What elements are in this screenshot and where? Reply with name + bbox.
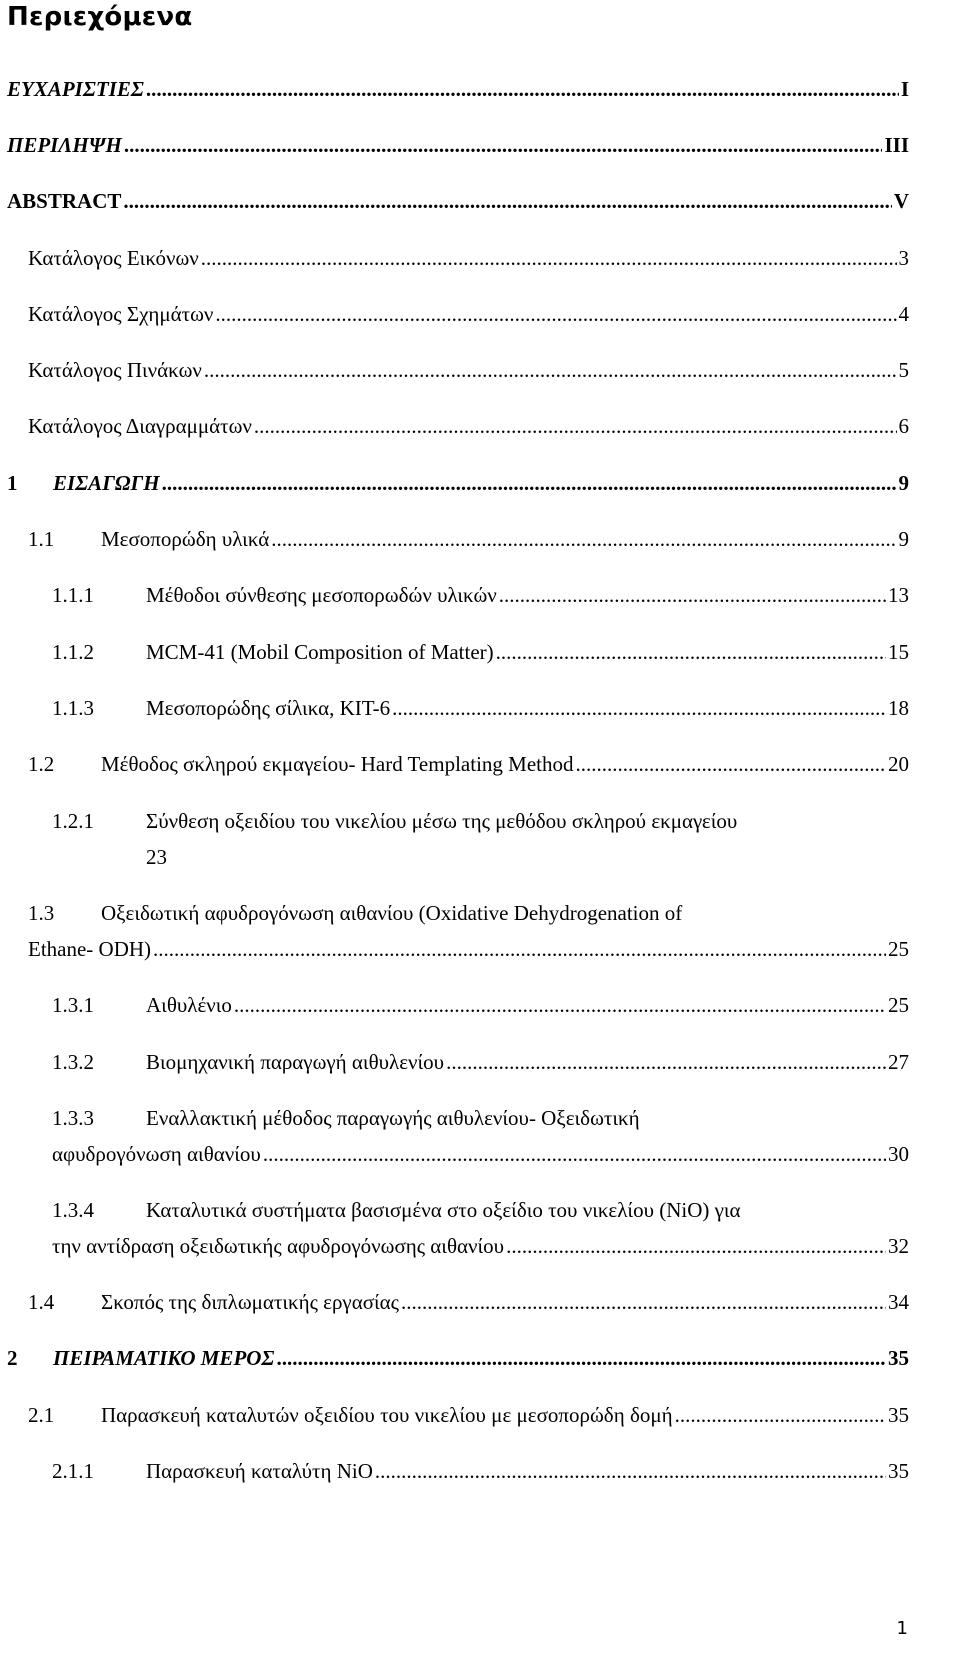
toc-heading: Περιεχόμενα [7, 2, 193, 32]
leader-dots [271, 524, 896, 554]
toc-entry-1-4[interactable] [28, 1287, 909, 1317]
toc-entry-title: ΕΥΧΑΡΙΣΤΙΕΣ [7, 77, 144, 101]
toc-page-number: 25 [888, 937, 909, 961]
leader-dots [401, 1287, 886, 1317]
toc-entry-line [28, 898, 682, 928]
toc-entry-title: Μεσοπορώδης σίλικα, KIT-6 [146, 696, 391, 720]
toc-entry-title: Αιθυλένιο [146, 993, 232, 1017]
toc-entry-title: Κατάλογος Πινάκων [28, 358, 202, 382]
toc-entry-title: ABSTRACT [7, 189, 122, 213]
leader-dots [153, 934, 886, 964]
toc-entry-line [52, 1103, 640, 1133]
toc-page-number: 9 [898, 527, 909, 551]
leader-dots [446, 1047, 886, 1077]
leader-dots [575, 749, 886, 779]
toc-entry-number: 1.2 [28, 752, 55, 776]
toc-entry-2-1-1[interactable] [52, 1456, 909, 1486]
toc-entry-number: 1.1.3 [52, 696, 94, 720]
toc-entry-list-of-diagrams[interactable] [28, 411, 909, 441]
toc-entry-acknowledgements[interactable] [7, 74, 909, 104]
toc-entry-chapter-2[interactable] [7, 1343, 909, 1373]
toc-entry-number: 1.2.1 [52, 809, 94, 833]
toc-entry-number: 2 [7, 1346, 18, 1370]
toc-entry-1-1-3[interactable] [52, 693, 909, 723]
toc-entry-list-of-images[interactable] [28, 243, 909, 273]
leader-dots [204, 355, 897, 385]
toc-page-number: 13 [888, 583, 909, 607]
toc-entry-1-3-1[interactable] [52, 990, 909, 1020]
toc-entry-list-of-tables[interactable] [28, 355, 909, 385]
toc-page-number: 18 [888, 696, 909, 720]
toc-page-number: III [884, 133, 909, 157]
toc-page-number: 35 [888, 1346, 909, 1370]
toc-entry-abstract[interactable] [7, 186, 909, 216]
toc-page-number: 9 [898, 471, 909, 495]
toc-page-number: 6 [898, 414, 909, 438]
toc-page-number: 3 [898, 246, 909, 270]
toc-page-number: 4 [898, 302, 909, 326]
leader-dots [146, 74, 899, 104]
leader-dots [263, 1139, 886, 1169]
toc-entry-title: Μέθοδος σκληρού εκμαγείου- Hard Templating Method [101, 752, 574, 776]
toc-entry-number: 1.3.3 [52, 1106, 94, 1130]
toc-entry-title: Παρασκευή καταλύτη NiO [146, 1459, 373, 1483]
toc-entry-title: Κατάλογος Σχημάτων [28, 302, 214, 326]
leader-dots [499, 580, 886, 610]
leader-dots [162, 468, 897, 498]
leader-dots [201, 243, 897, 273]
toc-entry-title: ΠΕΡΙΛΗΨΗ [7, 133, 122, 157]
toc-entry-title: Μέθοδοι σύνθεσης μεσοπορωδών υλικών [146, 583, 497, 607]
toc-entry-title: Βιομηχανική παραγωγή αιθυλενίου [146, 1050, 445, 1074]
toc-entry-title-continued: αφυδρογόνωση αιθανίου [52, 1142, 261, 1166]
toc-entry-chapter-1[interactable] [7, 468, 909, 498]
toc-page-number: 30 [888, 1142, 909, 1166]
toc-entry-number: 1.3 [28, 901, 55, 925]
toc-entry-2-1[interactable] [28, 1400, 909, 1430]
toc-entry-number: 2.1.1 [52, 1459, 94, 1483]
toc-entry-number: 1.1 [28, 527, 55, 551]
leader-dots [496, 637, 886, 667]
toc-entry-title: ΠΕΙΡΑΜΑΤΙΚΟ ΜΕΡΟΣ [53, 1346, 275, 1370]
toc-entry-continuation [52, 1231, 909, 1261]
leader-dots [123, 186, 891, 216]
toc-entry-title: Κατάλογος Εικόνων [28, 246, 199, 270]
toc-entry-title: MCM-41 (Mobil Composition of Matter) [146, 640, 494, 664]
toc-page-number: 32 [888, 1234, 909, 1258]
toc-entry-number: 1.3.4 [52, 1198, 94, 1222]
leader-dots [276, 1343, 886, 1373]
toc-entry-title: Εναλλακτική μέθοδος παραγωγής αιθυλενίου- Οξειδωτική [146, 1106, 640, 1130]
leader-dots [506, 1231, 886, 1261]
leader-dots [392, 693, 886, 723]
toc-page-number: 34 [888, 1290, 909, 1314]
toc-page-number: V [893, 189, 909, 213]
toc-entry-title: Καταλυτικά συστήματα βασισμένα στο οξείδιο του νικελίου (NiO) για [146, 1198, 741, 1222]
toc-page-number: 23 [146, 845, 167, 869]
toc-page-number: 35 [888, 1403, 909, 1427]
toc-entry-title: Κατάλογος Διαγραμμάτων [28, 414, 252, 438]
toc-entry-1-1[interactable] [28, 524, 909, 554]
toc-entry-title-continued: Ethane- ODH) [28, 937, 152, 961]
page-footer-number: 1 [896, 1618, 908, 1639]
toc-entry-number: 1.4 [28, 1290, 55, 1314]
toc-entry-continuation [28, 934, 909, 964]
toc-entry-title: Οξειδωτική αφυδρογόνωση αιθανίου (Oxidative Dehydrogenation of [101, 901, 683, 925]
toc-entry-continuation [52, 1139, 909, 1169]
toc-entry-number: 1.3.2 [52, 1050, 94, 1074]
leader-dots [254, 411, 897, 441]
leader-dots [124, 130, 883, 160]
toc-entry-title: Σύνθεση οξειδίου του νικελίου μέσω της μεθόδου σκληρού εκμαγείου [146, 809, 738, 833]
toc-entry-title: ΕΙΣΑΓΩΓΗ [53, 471, 160, 495]
toc-entry-title: Μεσοπορώδη υλικά [101, 527, 270, 551]
toc-entry-title: Παρασκευή καταλυτών οξειδίου του νικελίου με μεσοπορώδη δομή [101, 1403, 673, 1427]
toc-entry-number: 1.3.1 [52, 993, 94, 1017]
leader-dots [375, 1456, 886, 1486]
toc-page-number: 5 [898, 358, 909, 382]
leader-dots [675, 1400, 886, 1430]
leader-dots [215, 299, 896, 329]
toc-entry-title: Σκοπός της διπλωματικής εργασίας [101, 1290, 399, 1314]
toc-entry-number: 1.1.1 [52, 583, 94, 607]
toc-entry-summary[interactable] [7, 130, 909, 160]
toc-entry-1-1-2[interactable] [52, 637, 909, 667]
toc-page-number: 15 [888, 640, 909, 664]
toc-page-number: 25 [888, 993, 909, 1017]
toc-entry-1-2[interactable] [28, 749, 909, 779]
toc-page-number: 27 [888, 1050, 909, 1074]
toc-entry-number: 1 [7, 471, 18, 495]
toc-page-number: 20 [888, 752, 909, 776]
toc-page-number: 35 [888, 1459, 909, 1483]
toc-page-number: I [900, 77, 909, 101]
toc-entry-title-continued: την αντίδραση οξειδωτικής αφυδρογόνωσης αιθανίου [52, 1234, 505, 1258]
toc-entry-line [52, 1195, 741, 1225]
toc-entry-line [52, 806, 737, 836]
toc-entry-list-of-schemes[interactable] [28, 299, 909, 329]
toc-entry-number: 1.1.2 [52, 640, 94, 664]
toc-entry-number: 2.1 [28, 1403, 55, 1427]
toc-entry-1-1-1[interactable] [52, 580, 909, 610]
leader-dots [234, 990, 886, 1020]
toc-entry-1-3-2[interactable] [52, 1047, 909, 1077]
